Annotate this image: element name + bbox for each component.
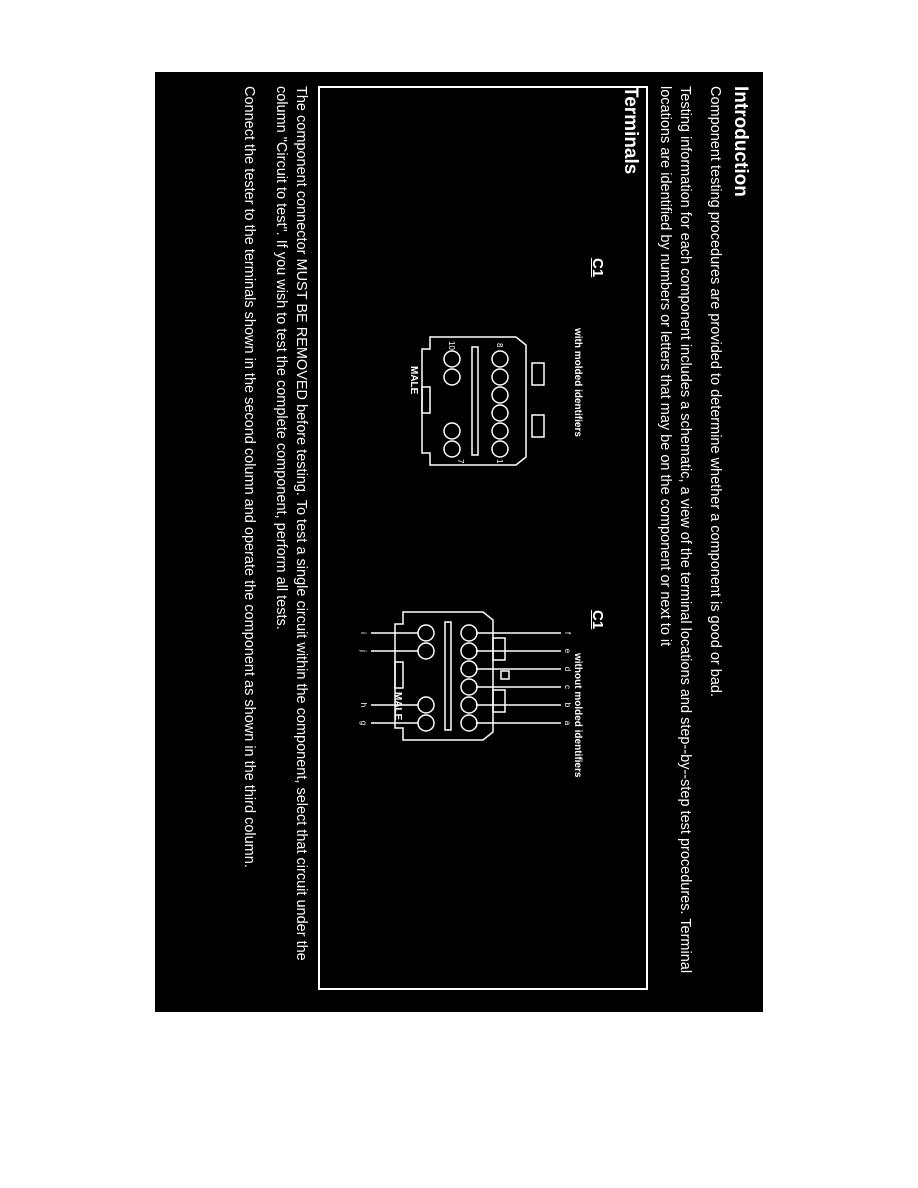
right-pin-label-f: f <box>563 631 572 635</box>
left-pin-label-1: 1 <box>495 459 504 464</box>
left-connector-gender: MALE <box>408 366 419 395</box>
right-connector-subtitle: without molded identifiers <box>572 653 583 778</box>
left-connector-diagram <box>416 323 566 473</box>
right-connector-label: C1 <box>589 610 606 630</box>
left-pin-label-8: 8 <box>495 343 504 348</box>
terminals-heading: Terminals <box>620 86 641 175</box>
right-pin-label-i: i <box>359 632 368 634</box>
removal-note-line-1: The component connector MUST BE REMOVED before testing. To test a single circuit within the component, select that circuit under the <box>293 86 309 961</box>
rotated-content <box>155 72 763 1012</box>
removal-note-line-2: column "Circuit to test". If you wish to test the complete component, perform all tests. <box>273 86 289 630</box>
right-pin-label-b: b <box>563 702 572 708</box>
right-pin-label-d: d <box>563 666 572 672</box>
right-connector-gender: MALE <box>392 692 403 721</box>
terminals-frame <box>318 86 648 990</box>
scanned-page <box>155 72 763 1012</box>
right-pin-label-e: e <box>563 648 572 654</box>
testing-info-line-1: Testing information for each component includes a schematic, a view of the terminal locations and step--by--step test procedures. Terminal <box>677 86 693 974</box>
introduction-heading: Introduction <box>730 86 751 197</box>
right-pin-label-j: j <box>359 650 368 652</box>
right-pin-label-c: c <box>563 685 572 689</box>
tester-note: Connect the tester to the terminals shown in the second column and operate the component as shown in the third column. <box>241 86 257 868</box>
right-pin-label-h: h <box>359 702 368 708</box>
right-pin-label-a: a <box>563 720 572 726</box>
left-connector-label: C1 <box>589 258 606 278</box>
left-pin-label-10: 10 <box>447 341 456 350</box>
left-pin-label-7: 7 <box>456 459 465 464</box>
right-connector-diagram <box>356 578 611 808</box>
introduction-text: Component testing procedures are provided to determine whether a component is good or bad. <box>707 86 723 697</box>
left-connector-subtitle: with molded identifiers <box>572 328 583 437</box>
right-pin-label-g: g <box>359 720 368 726</box>
testing-info-line-2: locations are identified by numbers or letters that may be on the component or next to it <box>657 86 673 647</box>
